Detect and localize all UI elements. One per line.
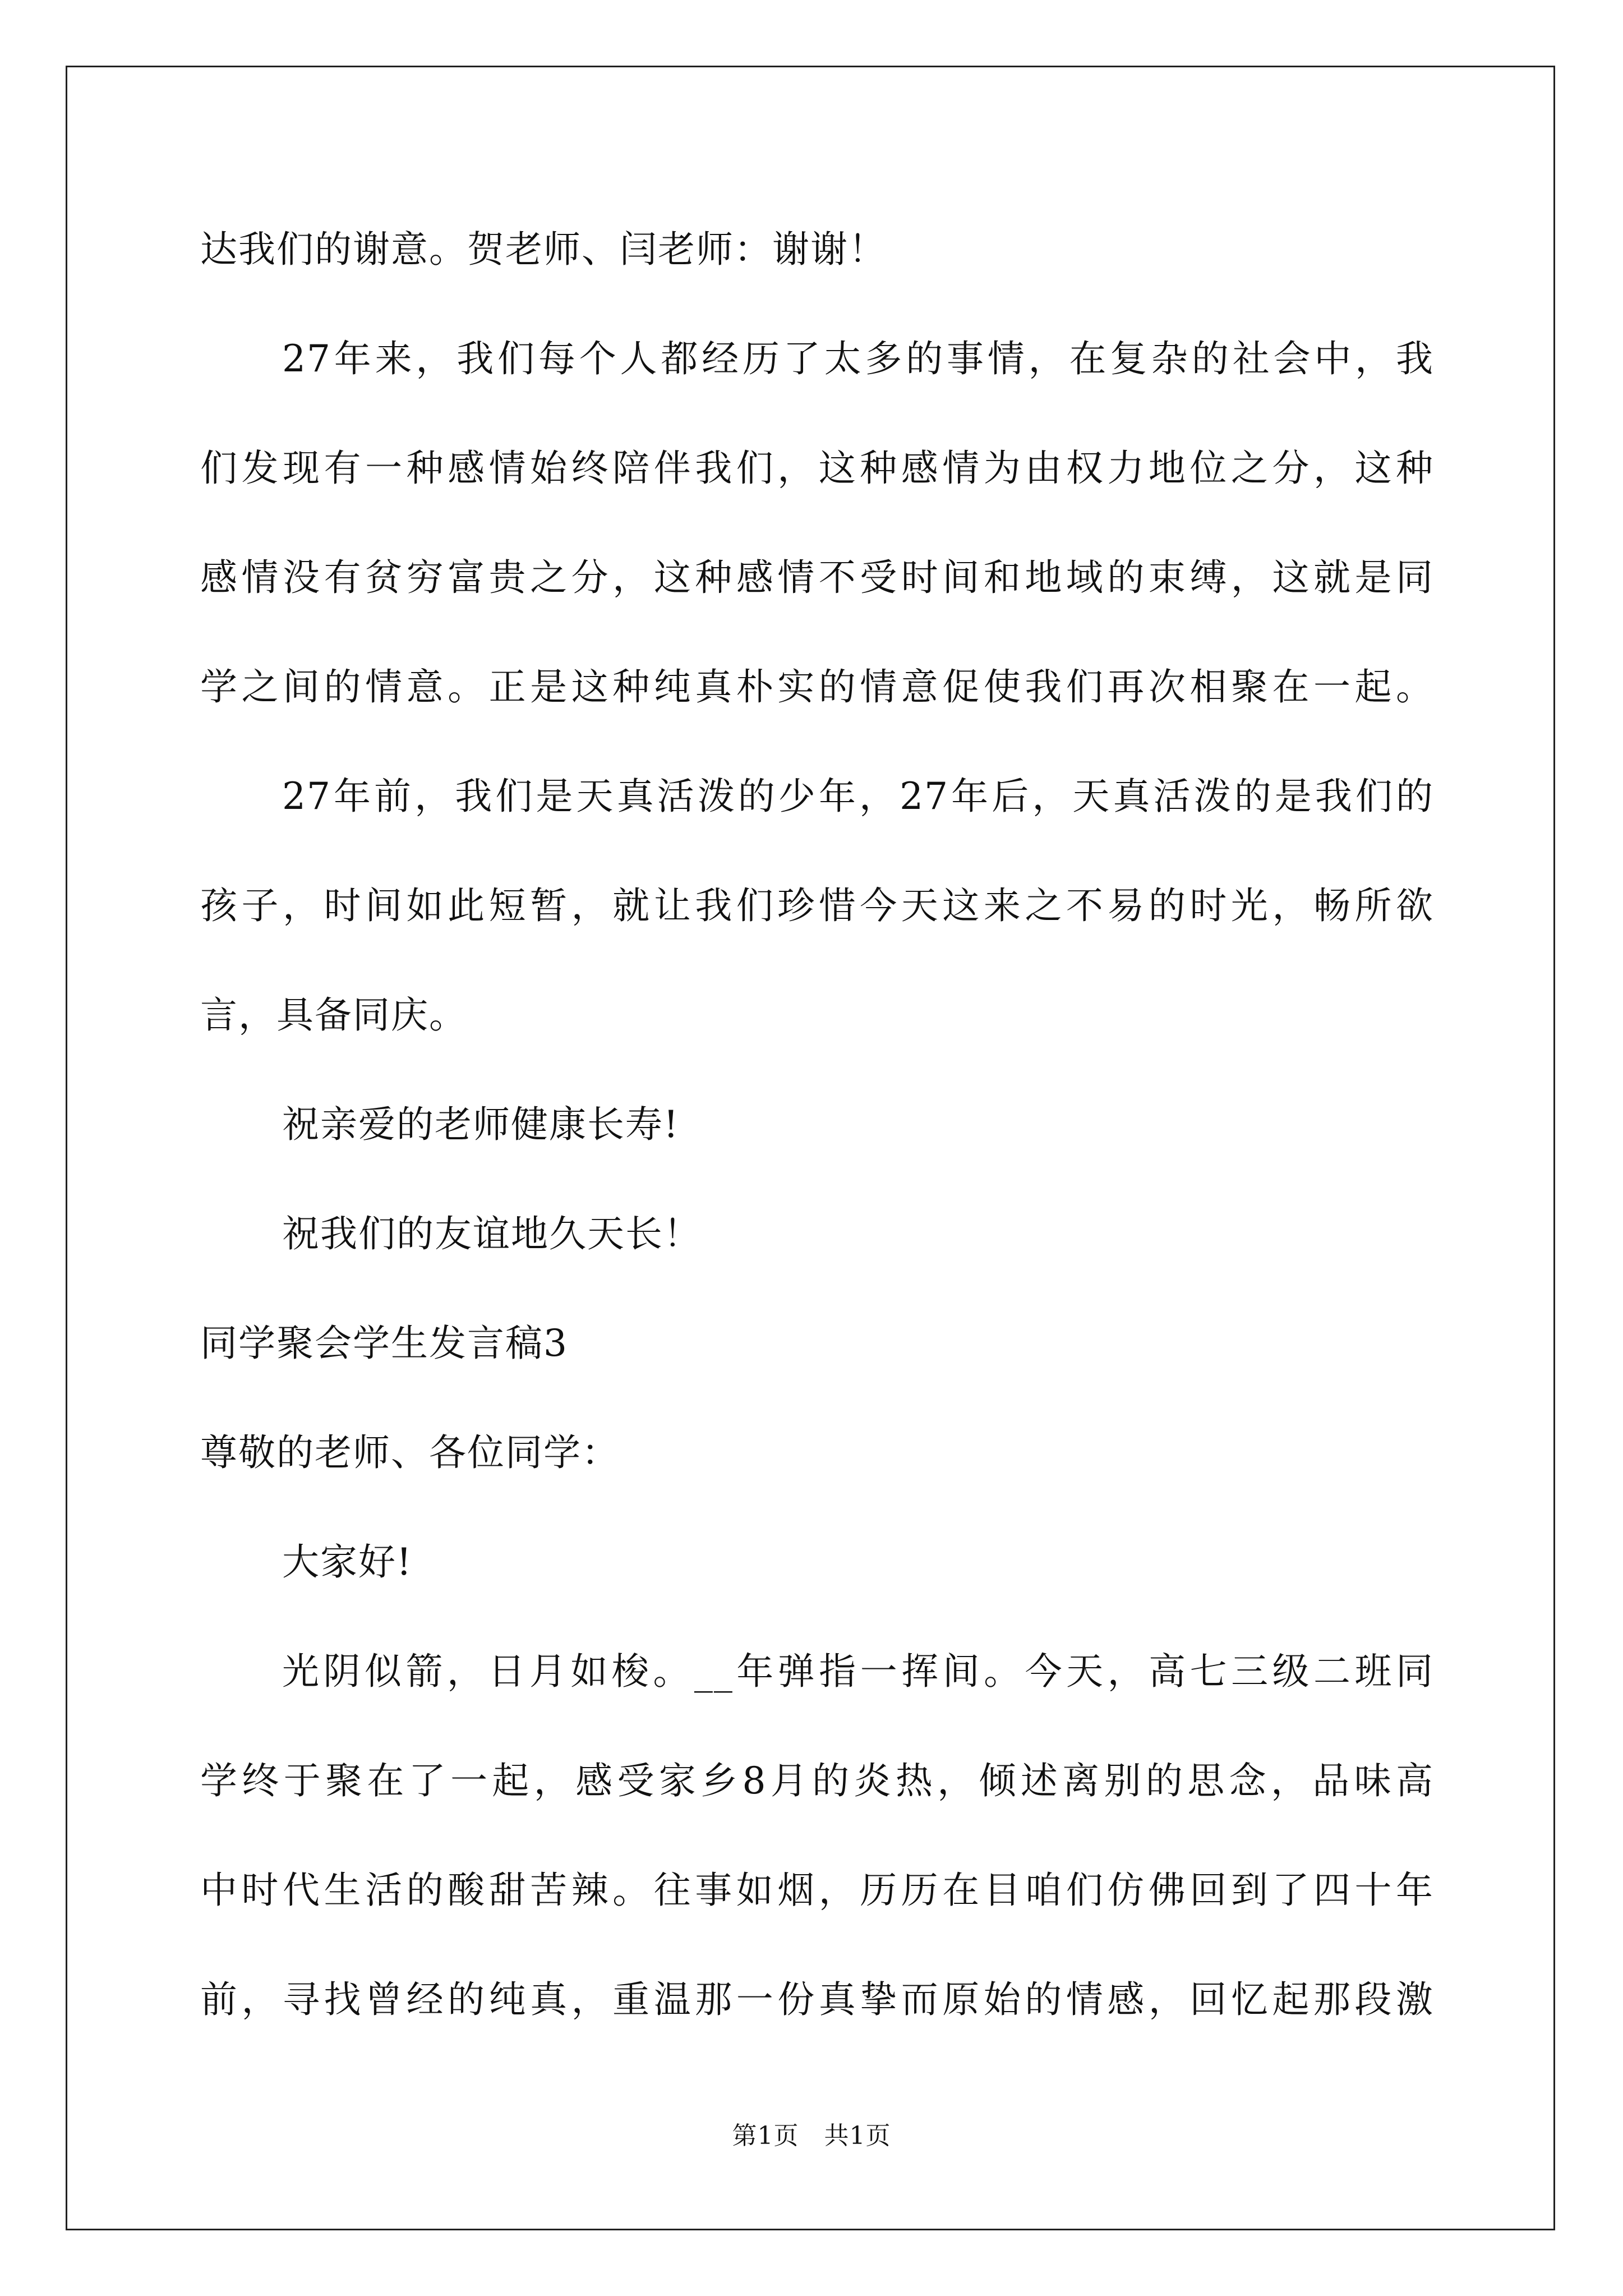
text-line (282, 331, 1434, 387)
text-line-content: 学终于聚在了一起，感受家乡8月的炎热，倾述离别的思念，品味高 (200, 1759, 1434, 1802)
text-line-content: 孩子，时间如此短暂，就让我们珍惜今天这来之不易的时光，畅所欲 (200, 884, 1434, 927)
text-line (200, 440, 1434, 496)
text-line-content: 27年前，我们是天真活泼的少年，27年后，天真活泼的是我们的 (282, 775, 1434, 818)
text-line-content: 中时代生活的酸甜苦辣。往事如烟，历历在目咱们仿佛回到了四十年 (200, 1869, 1434, 1912)
salutation: 尊敬的老师、各位同学： (200, 1431, 620, 1474)
greeting: 大家好! (282, 1540, 413, 1584)
text-line-content: 们发现有一种感情始终陪伴我们，这种感情为由权力地位之分，这种 (200, 447, 1434, 490)
section-title: 同学聚会学生发言稿3 (200, 1322, 568, 1365)
text-line-content: 光阴似箭，日月如梭。__年弹指一挥间。今天，高七三级二班同 (282, 1650, 1434, 1693)
text-line-content: 感情没有贫穷富贵之分，这种感情不受时间和地域的束缚，这就是同 (200, 556, 1434, 599)
text-line (200, 550, 1434, 606)
text-line-content: 学之间的情意。正是这种纯真朴实的情意促使我们再次相聚在一起。 (200, 665, 1434, 708)
text-line: 达我们的谢意。贺老师、闫老师：谢谢！ (200, 228, 887, 271)
text-line-content: 前，寻找曾经的纯真，重温那一份真挚而原始的情感，回忆起那段激 (200, 1978, 1434, 2021)
text-line (282, 769, 1434, 825)
text-line: 言，具备同庆。 (200, 993, 467, 1037)
text-line: 祝亲爱的老师健康长寿! (282, 1103, 680, 1146)
text-line (200, 659, 1434, 715)
text-line (200, 1972, 1434, 2028)
page-footer: 第1页 共1页 (732, 2122, 891, 2150)
text-line (200, 878, 1434, 934)
text-line (200, 1862, 1434, 1918)
text-line (200, 1753, 1434, 1809)
text-line (282, 1644, 1434, 1700)
text-line: 祝我们的友谊地久天长！ (282, 1212, 702, 1255)
text-line-content: 27年来，我们每个人都经历了太多的事情，在复杂的社会中，我 (282, 337, 1434, 380)
